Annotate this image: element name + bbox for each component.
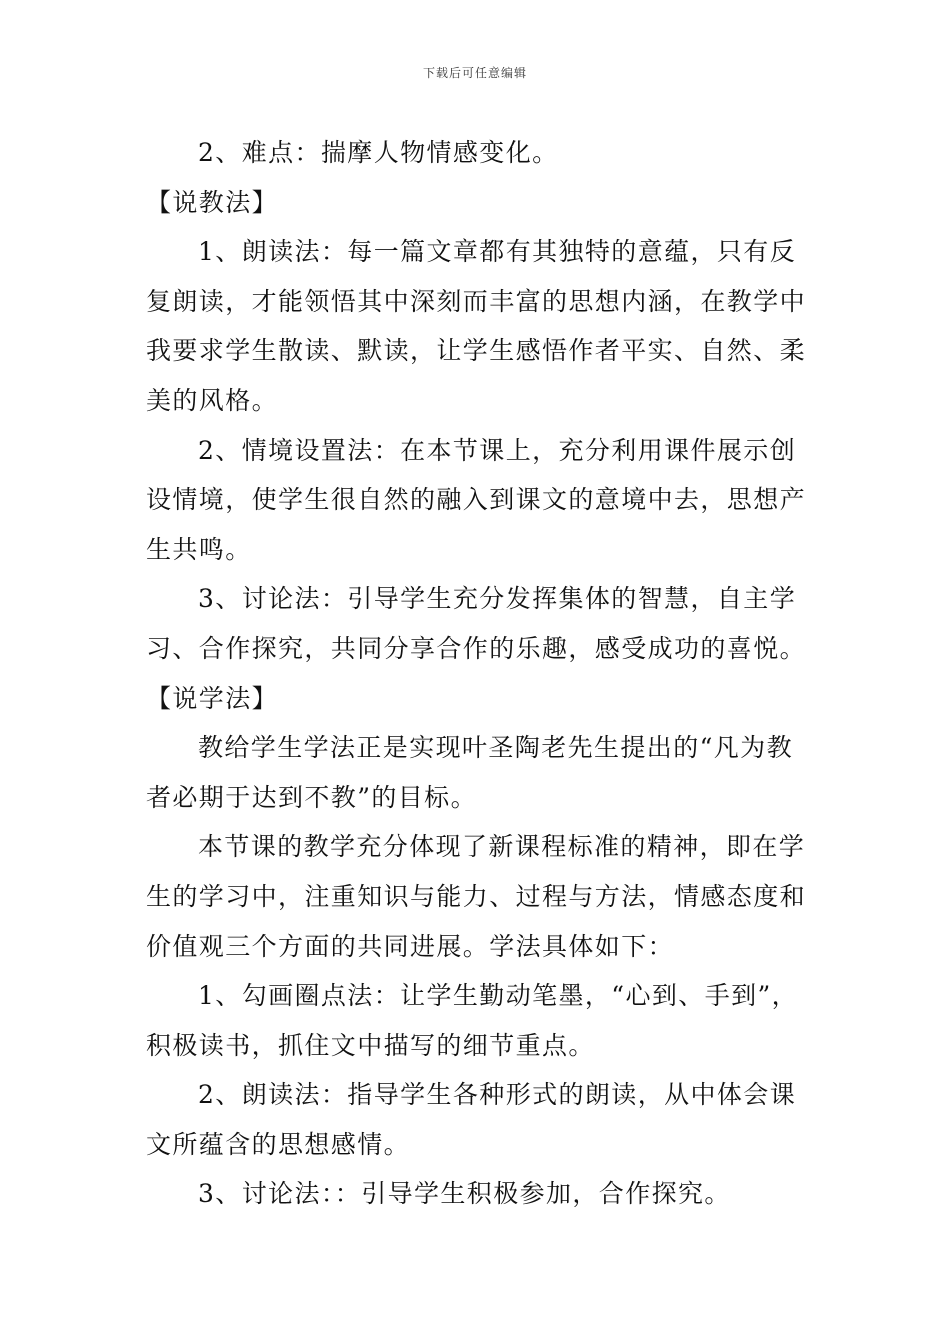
paragraph-difficulty: 2、难点：揣摩人物情感变化。 [198,138,559,167]
section-heading-learning-methods: 【说学法】 [146,683,279,713]
paragraph-curriculum-spirit: 本节课的教学充分体现了新课程标准的精神，即在学生的学习中，注重知识与能力、过程与方法，情感态度和价值观三个方面的共同进展。学法具体如下： [146,832,807,961]
page-header: 下载后可任意编辑 [422,66,527,80]
paragraph-learning-goal: 教给学生学法正是实现叶圣陶老先生提出的“凡为教者必期于达到不教”的目标。 [146,733,793,812]
paragraph-discussion-method: 3、讨论法：引导学生充分发挥集体的智慧，自主学习、合作探究，共同分享合作的乐趣，感受成功的喜悦。 [146,584,807,663]
paragraph-situation-method: 2、情境设置法：在本节课上，充分利用课件展示创设情境，使学生很自然的融入到课文的意境中去，思想产生共鸣。 [146,435,807,564]
paragraph-reading-method: 1、朗读法：每一篇文章都有其独特的意蕴，只有反复朗读，才能领悟其中深刻而丰富的思想内涵，在教学中我要求学生散读、默读，让学生感悟作者平实、自然、柔美的风格。 [146,237,807,415]
document-body [146,128,810,1219]
paragraph-guided-reading: 2、朗读法：指导学生各种形式的朗读，从中体会课文所蕴含的思想感情。 [146,1080,797,1159]
paragraph-annotation-method: 1、勾画圈点法：让学生勤动笔墨，“心到、手到”，积极读书，抓住文中描写的细节重点。 [146,981,799,1060]
paragraph-group-discussion: 3、讨论法：：引导学生积极参加，合作探究。 [198,1179,731,1209]
section-heading-teaching-methods: 【说教法】 [146,187,279,217]
